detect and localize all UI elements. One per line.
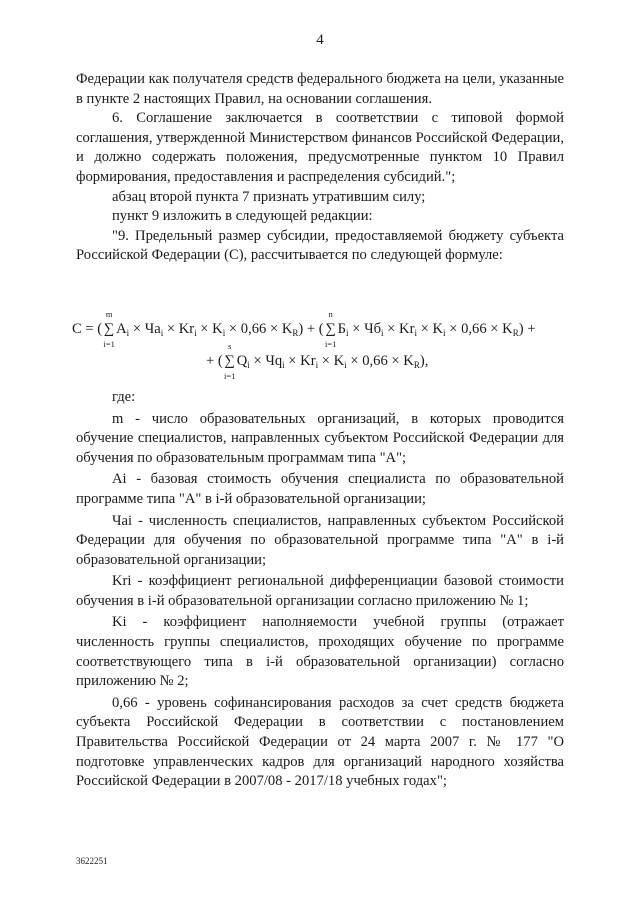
sum-operator-m: m ∑ i=1 xyxy=(103,308,115,349)
document-body xyxy=(72,70,564,792)
subsidy-formula xyxy=(72,272,564,381)
formula-line-2: + ( s ∑ i=1 $Q_i \times Чq_i \times Kr_i \times K_i \times 0,66 \times K_R$), xyxy=(206,340,429,381)
definition-kr: Kri - коэффициент региональной дифференциации базовой стоимости обучения в i-й образовательной организации согласно приложению № 1; xyxy=(76,573,564,609)
paragraph-clause-9-intro: пункт 9 изложить в следующей редакции: xyxy=(112,208,373,225)
formula-line-1: C = ( m ∑ i=1 $A_i \times Ча_i \times Kr_i \times K_i \times 0,66 \times K_R$) + ( n ∑ i=1 $Б_i \times Чб_i \times Kr_i \times K_i \times 0,66 \times K_R$) + xyxy=(72,308,536,349)
paragraph-clause-9: "9. Предельный размер субсидии, предоставляемой бюджету субъекта Российской Федерации (С), рассчитывается по следующей формуле: xyxy=(76,227,564,264)
page-number: 4 xyxy=(316,32,324,48)
definition-m: m - число образовательных организаций, в которых проводится обучение специалистов, направленных субъектом Российской Федерации для обучения по образовательным программам типа "А"; xyxy=(76,410,564,466)
paragraph-continuation: Федерации как получателя средств федерального бюджета на цели, указанные в пункте 2 настоящих Правил, на основании соглашения. xyxy=(76,71,564,107)
definition-a: Ai - базовая стоимость обучения специалиста по образовательной программе типа "А" в i-й образовательной организации; xyxy=(76,471,564,507)
definition-k: Ki - коэффициент наполняемости учебной группы (отражает численность группы специалистов, проходящих обучение по программе соответствующего типа в i-й образовательной организации) согласно приложению № 2; xyxy=(76,614,564,690)
document-code: 3622251 xyxy=(76,856,108,866)
paragraph-clause-7: абзац второй пункта 7 признать утратившим силу; xyxy=(112,188,426,205)
paragraph-clause-6: 6. Соглашение заключается в соответствии с типовой формой соглашения, утвержденной Министерством финансов Российской Федерации, и должно содержать положения, предусмотренные пунктом 10 Правил формирования, предоставления и распределения субсидий."; xyxy=(76,110,564,185)
sum-operator-s: s ∑ i=1 xyxy=(224,340,236,381)
definitions-intro: где: xyxy=(112,388,136,405)
definition-cha: Чаi - численность специалистов, направленных субъектом Российской Федерации для обучения по образовательной программе типа "А" в i-й образовательной организации; xyxy=(76,512,564,568)
sum-operator-n: n ∑ i=1 xyxy=(324,308,337,349)
definition-cofinancing: 0,66 - уровень софинансирования расходов за счет средств бюджета субъекта Российской Федерации в соответствии с постановлением Правительства Российской Федерации от 24 марта 2007 г. № 177 "О подготовке управленческих кадров для организаций народного хозяйства Российской Федерации в 2007/08 - 2017/18 учебных годах"; xyxy=(76,694,564,790)
